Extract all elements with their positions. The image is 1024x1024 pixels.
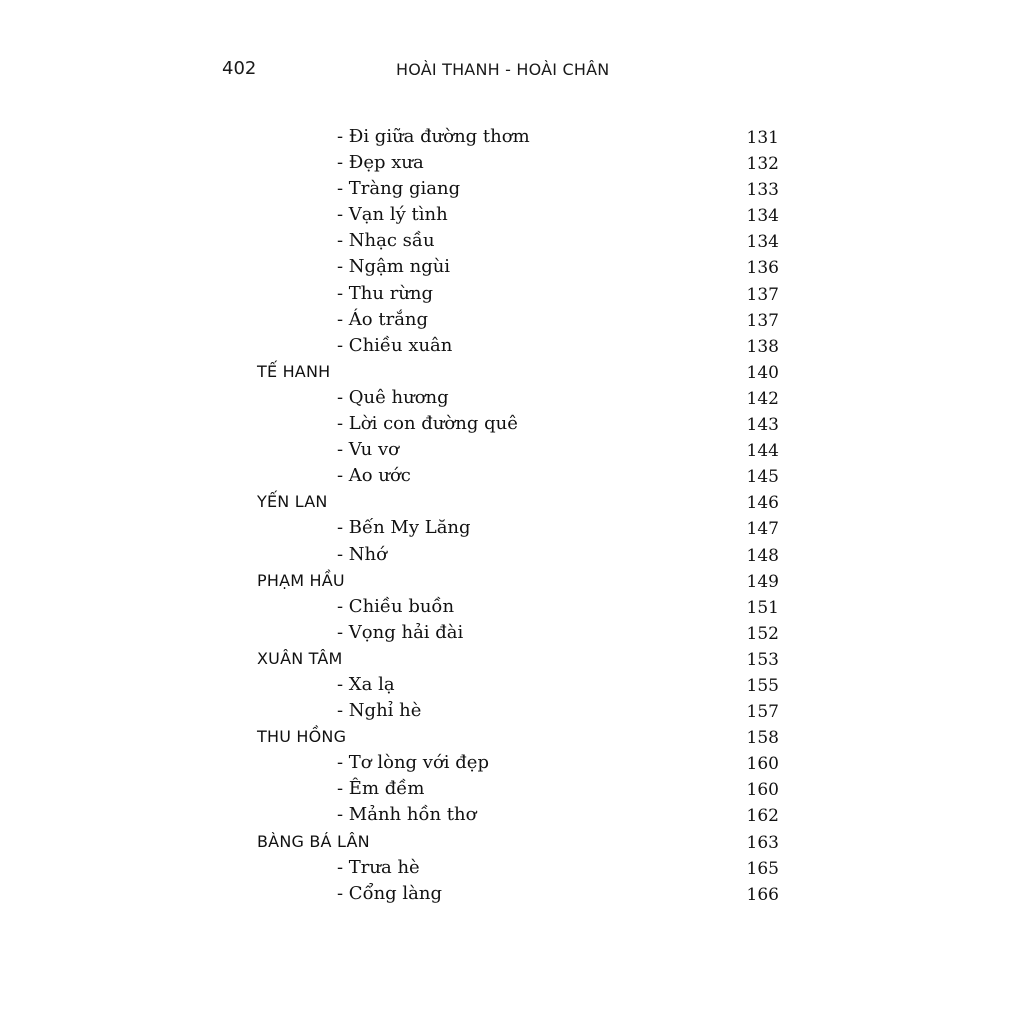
toc-poem-title: - Êm đềm: [337, 778, 425, 800]
toc-author-name: YẾN LAN: [257, 492, 328, 512]
table-of-contents: [0, 124, 1024, 907]
toc-page-number: 137: [746, 310, 779, 331]
toc-page-number: 157: [746, 702, 779, 723]
toc-author-row: [0, 359, 1024, 385]
toc-poem-row: [0, 515, 1024, 541]
toc-page-number: 143: [746, 415, 779, 436]
toc-poem-title: - Vu vơ: [337, 439, 399, 461]
toc-page-number: 165: [746, 858, 779, 879]
toc-page-number: 149: [746, 571, 779, 592]
toc-page-number: 153: [746, 649, 779, 670]
toc-poem-row: [0, 463, 1024, 489]
toc-poem-row: [0, 176, 1024, 202]
toc-page-number: 134: [746, 232, 779, 253]
toc-page-number: 144: [746, 441, 779, 462]
toc-page-number: 138: [746, 336, 779, 357]
toc-poem-title: - Vạn lý tình: [337, 204, 448, 226]
toc-page-number: 152: [746, 623, 779, 644]
toc-poem-title: - Cổng làng: [337, 882, 443, 904]
toc-page-number: 160: [746, 780, 779, 801]
toc-poem-title: - Trưa hè: [337, 856, 420, 878]
toc-poem-row: [0, 881, 1024, 907]
toc-poem-row: [0, 437, 1024, 463]
toc-poem-row: [0, 620, 1024, 646]
toc-page-number: 158: [746, 728, 779, 749]
toc-poem-row: [0, 594, 1024, 620]
toc-poem-title: - Mảnh hồn thơ: [337, 804, 477, 826]
toc-author-row: [0, 829, 1024, 855]
toc-page-number: 131: [746, 128, 779, 148]
toc-page-number: 160: [746, 754, 779, 775]
toc-poem-row: [0, 228, 1024, 254]
toc-page-number: 148: [746, 545, 779, 566]
toc-poem-row: [0, 385, 1024, 411]
toc-page-number: 137: [746, 284, 779, 305]
toc-poem-row: [0, 776, 1024, 802]
toc-page-number: 136: [746, 258, 779, 279]
toc-poem-row: [0, 150, 1024, 176]
toc-poem-title: - Đẹp xưa: [337, 152, 424, 174]
toc-poem-row: [0, 333, 1024, 359]
toc-poem-title: - Đi giữa đường thơm: [337, 126, 530, 147]
toc-poem-title: - Áo trắng: [337, 308, 429, 330]
toc-poem-row: [0, 202, 1024, 228]
toc-poem-row: [0, 855, 1024, 881]
toc-author-row: [0, 489, 1024, 515]
toc-author-name: TẾ HANH: [257, 361, 331, 381]
toc-poem-title: - Nghỉ hè: [337, 700, 422, 722]
toc-poem-title: - Tơ lòng với đẹp: [337, 752, 489, 774]
toc-poem-title: - Tràng giang: [337, 178, 461, 200]
toc-poem-title: - Chiều buồn: [337, 595, 455, 617]
toc-poem-title: - Ao ước: [337, 465, 411, 487]
toc-poem-row: [0, 750, 1024, 776]
toc-poem-row: [0, 307, 1024, 333]
toc-poem-row: [0, 542, 1024, 568]
toc-poem-title: - Quê hương: [337, 386, 449, 408]
toc-page-number: 133: [746, 180, 779, 201]
toc-page-number: 166: [746, 884, 779, 905]
toc-page-number: 140: [746, 362, 779, 383]
toc-author-name: BÀNG BÁ LÂN: [257, 831, 370, 851]
toc-poem-row: [0, 411, 1024, 437]
toc-poem-title: - Bến My Lăng: [337, 517, 471, 539]
toc-poem-title: - Ngậm ngùi: [337, 256, 451, 278]
toc-page-number: 163: [746, 832, 779, 853]
toc-page-number: 145: [746, 467, 779, 488]
toc-author-row: [0, 724, 1024, 750]
toc-page-number: 134: [746, 206, 779, 227]
page-number: 402: [222, 58, 257, 79]
toc-author-row: [0, 646, 1024, 672]
running-header: HOÀI THANH - HOÀI CHÂN: [396, 60, 610, 79]
toc-poem-row: [0, 281, 1024, 307]
toc-author-name: THU HỒNG: [257, 727, 347, 747]
toc-author-name: PHẠM HẦU: [257, 570, 345, 590]
toc-poem-title: - Vọng hải đài: [337, 621, 464, 643]
toc-poem-title: - Lời con đường quê: [337, 413, 518, 435]
toc-page-number: 162: [746, 806, 779, 827]
toc-author-name: XUÂN TÂM: [257, 648, 343, 668]
toc-page-number: 151: [746, 597, 779, 618]
toc-poem-row: [0, 672, 1024, 698]
toc-poem-title: - Nhớ: [337, 543, 387, 565]
toc-author-row: [0, 568, 1024, 594]
toc-page-number: 155: [746, 675, 779, 696]
toc-poem-row: [0, 254, 1024, 280]
toc-poem-row: [0, 124, 1024, 150]
toc-poem-row: [0, 698, 1024, 724]
toc-poem-title: - Xa lạ: [337, 673, 395, 695]
toc-page-number: 142: [746, 388, 779, 409]
toc-poem-title: - Nhạc sầu: [337, 230, 435, 252]
toc-page-number: 146: [746, 493, 779, 514]
toc-page-number: 132: [746, 154, 779, 175]
toc-poem-title: - Thu rừng: [337, 282, 434, 304]
toc-poem-row: [0, 802, 1024, 828]
toc-page-number: 147: [746, 519, 779, 540]
toc-poem-title: - Chiều xuân: [337, 334, 453, 356]
